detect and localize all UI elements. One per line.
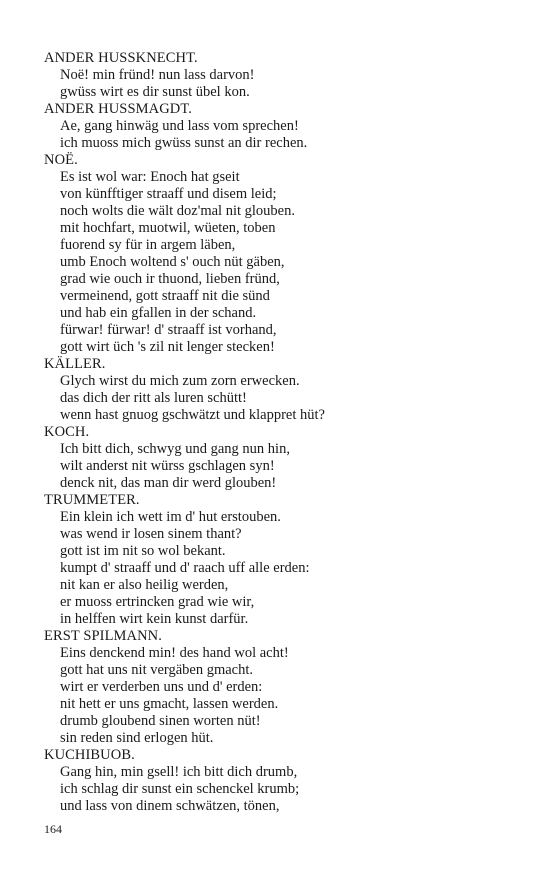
speaker-name: TRUMMETER. [44, 492, 140, 508]
speaker-name: ANDER HUSSMAGDT. [44, 101, 192, 117]
verse-line: Ein klein ich wett im d' hut erstouben. [60, 509, 281, 525]
verse-line: und hab ein gfallen in der schand. [60, 305, 257, 321]
verse-line: von künfftiger straaff und disem leid; [60, 186, 277, 202]
verse-line: mit hochfart, muotwil, wüeten, toben [60, 220, 276, 236]
speech-block [44, 492, 514, 628]
speaker-name: KOCH. [44, 424, 90, 440]
speech-block [44, 50, 514, 101]
verse-line: fürwar! fürwar! d' straaff ist vorhand, [60, 322, 277, 338]
verse-line: Noë! min fründ! nun lass darvon! [60, 67, 255, 83]
verse-line: umb Enoch woltend s' ouch nüt gäben, [60, 254, 285, 270]
verse-line: in helffen wirt kein kunst darfür. [60, 611, 249, 627]
speaker-name: ERST SPILMANN. [44, 628, 162, 644]
speaker-name: ANDER HUSSKNECHT. [44, 50, 198, 66]
verse-line: wenn hast gnuog gschwätzt und klappret hüt? [60, 407, 325, 423]
verse-line: drumb gloubend sinen worten nüt! [60, 713, 261, 729]
verse-line: kumpt d' straaff und d' raach uff alle erden: [60, 560, 310, 576]
verse-line: ich muoss mich gwüss sunst an dir rechen. [60, 135, 308, 151]
verse-line: gott wirt üch 's zil nit lenger stecken! [60, 339, 275, 355]
verse-line: nit kan er also heilig werden, [60, 577, 229, 593]
verse-line: und lass von dinem schwätzen, tönen, [60, 798, 280, 814]
verse-line: gwüss wirt es dir sunst übel kon. [60, 84, 250, 100]
verse-line: fuorend sy für in argem läben, [60, 237, 236, 253]
verse-line: wilt anderst nit würss gschlagen syn! [60, 458, 275, 474]
verse-line: wirt er verderben uns und d' erden: [60, 679, 263, 695]
verse-line: vermeinend, gott straaff nit die sünd [60, 288, 270, 304]
verse-line: denck nit, das man dir werd glouben! [60, 475, 277, 491]
verse-line: nit hett er uns gmacht, lassen werden. [60, 696, 279, 712]
speech-block [44, 747, 514, 815]
verse-line: gott ist im nit so wol bekant. [60, 543, 226, 559]
speaker-name: NOË. [44, 152, 78, 168]
verse-line: Glych wirst du mich zum zorn erwecken. [60, 373, 300, 389]
verse-line: gott hat uns nit vergäben gmacht. [60, 662, 254, 678]
page-body [44, 50, 514, 815]
speech-block [44, 356, 514, 424]
speech-block [44, 628, 514, 747]
verse-line: das dich der ritt als luren schütt! [60, 390, 247, 406]
verse-line: Gang hin, min gsell! ich bitt dich drumb, [60, 764, 298, 780]
verse-line: Es ist wol war: Enoch hat gseit [60, 169, 240, 185]
verse-line: noch wolts die wält doz'mal nit glouben. [60, 203, 295, 219]
speech-block [44, 152, 514, 356]
speech-block [44, 101, 514, 152]
verse-line: Ae, gang hinwäg und lass vom sprechen! [60, 118, 299, 134]
verse-line: Eins denckend min! des hand wol acht! [60, 645, 289, 661]
verse-line: sin reden sind erlogen hüt. [60, 730, 214, 746]
speech-block [44, 424, 514, 492]
verse-line: er muoss ertrincken grad wie wir, [60, 594, 255, 610]
verse-line: was wend ir losen sinem thant? [60, 526, 242, 542]
verse-line: Ich bitt dich, schwyg und gang nun hin, [60, 441, 290, 457]
verse-line: grad wie ouch ir thuond, lieben fründ, [60, 271, 280, 287]
speaker-name: KUCHIBUOB. [44, 747, 135, 763]
page-number: 164 [44, 822, 62, 836]
verse-line: ich schlag dir sunst ein schenckel krumb; [60, 781, 300, 797]
speaker-name: KÄLLER. [44, 356, 106, 372]
